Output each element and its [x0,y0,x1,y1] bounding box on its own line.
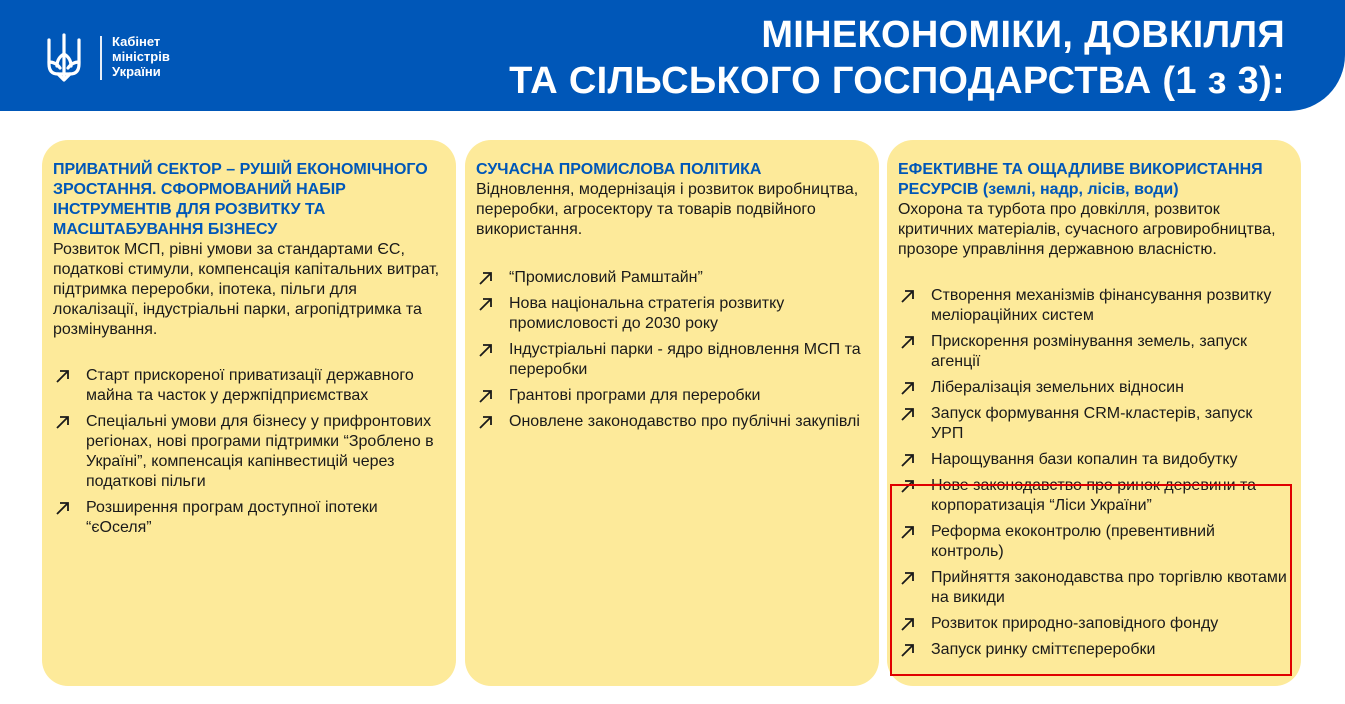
title-line: МІНЕКОНОМІКИ, ДОВКІЛЛЯ [761,14,1285,56]
list-item-text: Розвиток природно-заповідного фонду [931,615,1219,632]
cabinet-logo [44,32,224,88]
list-item-text: Запуск формування CRM-кластерів, запуск УРП [931,405,1253,442]
arrow-up-right-icon [899,380,917,396]
card-list [476,268,867,432]
arrow-up-right-icon [899,570,917,586]
logo-line: України [112,64,161,79]
list-item [53,412,444,492]
list-item [476,412,867,432]
list-item [476,340,867,380]
arrow-up-right-icon [899,334,917,350]
list-item [898,476,1289,516]
list-item-text: Нарощування бази копалин та видобутку [931,451,1238,468]
card-private-sector [42,140,456,686]
list-item [898,450,1289,470]
list-item-text: Створення механізмів фінансування розвитку меліораційних систем [931,287,1272,324]
card-description: Розвиток МСП, рівні умови за стандартами ЄС, податкові стимули, компенсація капітальних витрат, підтримка переробки, іпотека, пільги для локалізації, індустріальні парки, агропідтримка та розмінування. [53,241,440,338]
card-list [898,286,1289,660]
list-item [898,378,1289,398]
arrow-up-right-icon [899,478,917,494]
arrow-up-right-icon [477,414,495,430]
list-item [898,286,1289,326]
list-item-text: Грантові програми для переробки [509,387,761,404]
logo-line: Кабінет [112,34,161,49]
logo-text [112,34,170,79]
list-item [898,332,1289,372]
list-item-text: Прийняття законодавства про торгівлю квотами на викиди [931,569,1287,606]
card-description: Охорона та турбота про довкілля, розвиток критичних матеріалів, сучасного агровиробництва, прозоре управління державною власністю. [898,201,1276,258]
list-item [898,640,1289,660]
list-item-text: “Промисловий Рамштайн” [509,269,703,286]
list-item-text: Лібералізація земельних відносин [931,379,1184,396]
list-item [898,404,1289,444]
arrow-up-right-icon [899,642,917,658]
arrow-up-right-icon [54,414,72,430]
list-item-text: Індустріальні парки - ядро відновлення МСП та переробки [509,341,861,378]
arrow-up-right-icon [899,616,917,632]
arrow-up-right-icon [54,500,72,516]
list-item-text: Реформа екоконтролю (превентивний контроль) [931,523,1215,560]
card-list [53,366,444,538]
title-line: ТА СІЛЬСЬКОГО ГОСПОДАРСТВА (1 з 3): [509,60,1285,102]
list-item [476,386,867,406]
list-item-text: Старт прискореної приватизації державного майна та часток у держпідприємствах [86,367,414,404]
arrow-up-right-icon [899,524,917,540]
list-item [898,614,1289,634]
list-item-text: Прискорення розмінування земель, запуск агенції [931,333,1248,370]
arrow-up-right-icon [477,296,495,312]
card-description: Відновлення, модернізація і розвиток виробництва, переробки, агросектору та товарів подвійного використання. [476,181,859,238]
list-item [53,366,444,406]
card-heading: ЕФЕКТИВНЕ ТА ОЩАДЛИВЕ ВИКОРИСТАННЯ РЕСУРСІВ (землі, надр, лісів, води) [898,161,1263,198]
card-heading: ПРИВАТНИЙ СЕКТОР – РУШІЙ ЕКОНОМІЧНОГО ЗРОСТАННЯ. СФОРМОВАНИЙ НАБІР ІНСТРУМЕНТІВ ДЛЯ РОЗВИТКУ ТА МАСШТАБУВАННЯ БІЗНЕСУ [53,161,428,238]
logo-line: міністрів [112,49,170,64]
list-item [898,568,1289,608]
list-item-text: Нове законодавство про ринок деревини та корпоратизація “Ліси України” [931,477,1257,514]
list-item-text: Нова національна стратегія розвитку промисловості до 2030 року [509,295,785,332]
arrow-up-right-icon [54,368,72,384]
arrow-up-right-icon [899,452,917,468]
list-item-text: Оновлене законодавство про публічні закупівлі [509,413,860,430]
arrow-up-right-icon [477,388,495,404]
arrow-up-right-icon [899,406,917,422]
arrow-up-right-icon [477,270,495,286]
card-resources [887,140,1301,686]
list-item-text: Запуск ринку сміттєпереробки [931,641,1156,658]
list-item [898,522,1289,562]
logo-divider [100,36,102,80]
list-item [476,294,867,334]
card-heading: СУЧАСНА ПРОМИСЛОВА ПОЛІТИКА [476,161,762,178]
page-title [385,12,1285,104]
arrow-up-right-icon [899,288,917,304]
list-item-text: Розширення програм доступної іпотеки “єОселя” [86,499,378,536]
list-item-text: Спеціальні умови для бізнесу у прифронтових регіонах, нові програми підтримки “Зроблено в Україні”, компенсація капінвестицій через податкові пільги [86,413,434,490]
list-item [476,268,867,288]
trident-icon [44,32,84,84]
list-item [53,498,444,538]
header-banner [0,0,1345,111]
arrow-up-right-icon [477,342,495,358]
card-industrial-policy [465,140,879,686]
